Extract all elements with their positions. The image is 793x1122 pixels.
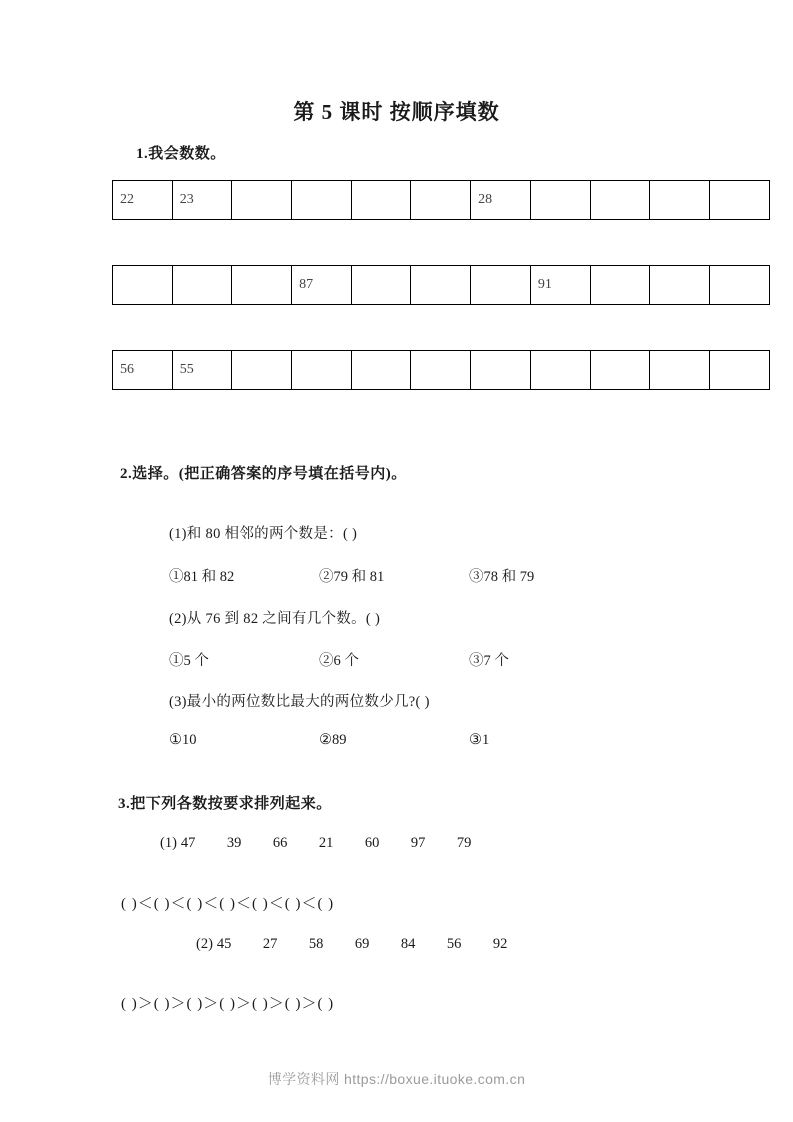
section-2-heading xyxy=(120,462,407,483)
question-2-2-options xyxy=(169,649,509,670)
number: 58 xyxy=(308,936,324,952)
count-cell[interactable] xyxy=(232,351,292,390)
question-2-3-options xyxy=(169,732,489,749)
count-cell[interactable] xyxy=(650,266,710,305)
number: 45 xyxy=(216,936,232,952)
count-cell[interactable] xyxy=(292,351,352,390)
count-cell[interactable] xyxy=(650,351,710,390)
count-cell[interactable] xyxy=(709,351,769,390)
number: 97 xyxy=(410,835,426,851)
section-1-heading xyxy=(136,142,226,163)
option-3[interactable]: ③7 个 xyxy=(469,653,509,669)
ordering-item-2-answer-line[interactable]: ( )＞( )＞( )＞( )＞( )＞( )＞( ) xyxy=(121,996,335,1012)
number: 60 xyxy=(364,835,380,851)
count-table-row-3 xyxy=(112,350,770,390)
option-2[interactable]: ②89 xyxy=(319,732,347,748)
count-cell[interactable] xyxy=(709,266,769,305)
count-cell[interactable]: 87 xyxy=(292,266,352,305)
ordering-item-1-numbers xyxy=(160,835,503,852)
number: 27 xyxy=(262,936,278,952)
ordering-item-2-numbers xyxy=(196,936,539,953)
count-cell[interactable] xyxy=(232,266,292,305)
count-cell[interactable]: 28 xyxy=(471,181,531,220)
count-table-row-2 xyxy=(112,265,770,305)
question-2-1-stem: (1)和 80 相邻的两个数是：( ) xyxy=(169,526,358,542)
count-cell[interactable] xyxy=(471,266,531,305)
number: 56 xyxy=(446,936,462,952)
number: 39 xyxy=(226,835,242,851)
count-cell[interactable] xyxy=(351,266,411,305)
section-3-number: 3. xyxy=(118,796,131,812)
section-2-label: 选择。(把正确答案的序号填在括号内)。 xyxy=(132,466,407,482)
count-cell[interactable]: 22 xyxy=(113,181,173,220)
table-row xyxy=(113,181,770,220)
section-2-number: 2. xyxy=(120,466,133,482)
number: 79 xyxy=(456,835,472,851)
section-3-label: 把下列各数按要求排列起来。 xyxy=(130,796,332,812)
option-3[interactable]: ③78 和 79 xyxy=(469,569,535,585)
question-2-1-options xyxy=(169,565,534,586)
number: 47 xyxy=(180,835,196,851)
count-cell[interactable]: 56 xyxy=(113,351,173,390)
table-row xyxy=(113,351,770,390)
count-cell[interactable] xyxy=(411,181,471,220)
section-1-number: 1. xyxy=(136,146,149,162)
count-cell[interactable] xyxy=(530,351,590,390)
item-label: (2) xyxy=(196,936,213,952)
count-cell[interactable] xyxy=(709,181,769,220)
count-cell[interactable] xyxy=(351,181,411,220)
table-row xyxy=(113,266,770,305)
count-cell[interactable] xyxy=(590,266,650,305)
option-2[interactable]: ②6 个 xyxy=(319,653,359,669)
count-cell[interactable] xyxy=(351,351,411,390)
question-2-3-stem: (3)最小的两位数比最大的两位数少几?( ) xyxy=(169,694,430,710)
footer-watermark: 博学资料网 https://boxue.ituoke.com.cn xyxy=(267,1071,526,1087)
count-cell[interactable] xyxy=(292,181,352,220)
count-cell[interactable] xyxy=(232,181,292,220)
count-table-row-1 xyxy=(112,180,770,220)
option-1[interactable]: ①10 xyxy=(169,732,197,748)
option-2[interactable]: ②79 和 81 xyxy=(319,569,385,585)
count-cell[interactable]: 91 xyxy=(530,266,590,305)
count-cell[interactable] xyxy=(172,266,232,305)
count-cell[interactable] xyxy=(411,351,471,390)
section-1-label: 我会数数。 xyxy=(148,146,226,162)
number: 21 xyxy=(318,835,334,851)
item-label: (1) xyxy=(160,835,177,851)
page-title: 第 5 课时 按顺序填数 xyxy=(293,100,500,124)
count-cell[interactable] xyxy=(590,181,650,220)
option-1[interactable]: ①81 和 82 xyxy=(169,569,235,585)
number: 69 xyxy=(354,936,370,952)
option-3[interactable]: ③1 xyxy=(469,732,490,748)
ordering-item-1-answer-line[interactable]: ( )＜( )＜( )＜( )＜( )＜( )＜( ) xyxy=(121,896,335,912)
number: 92 xyxy=(492,936,508,952)
question-2-2-stem: (2)从 76 到 82 之间有几个数。( ) xyxy=(169,611,381,627)
number: 84 xyxy=(400,936,416,952)
count-cell[interactable] xyxy=(530,181,590,220)
count-cell[interactable] xyxy=(471,351,531,390)
count-cell[interactable]: 55 xyxy=(172,351,232,390)
count-cell[interactable] xyxy=(411,266,471,305)
count-cell[interactable] xyxy=(590,351,650,390)
section-3-heading xyxy=(118,792,332,813)
count-cell[interactable] xyxy=(650,181,710,220)
count-cell[interactable] xyxy=(113,266,173,305)
count-cell[interactable]: 23 xyxy=(172,181,232,220)
option-1[interactable]: ①5 个 xyxy=(169,653,209,669)
number: 66 xyxy=(272,835,288,851)
